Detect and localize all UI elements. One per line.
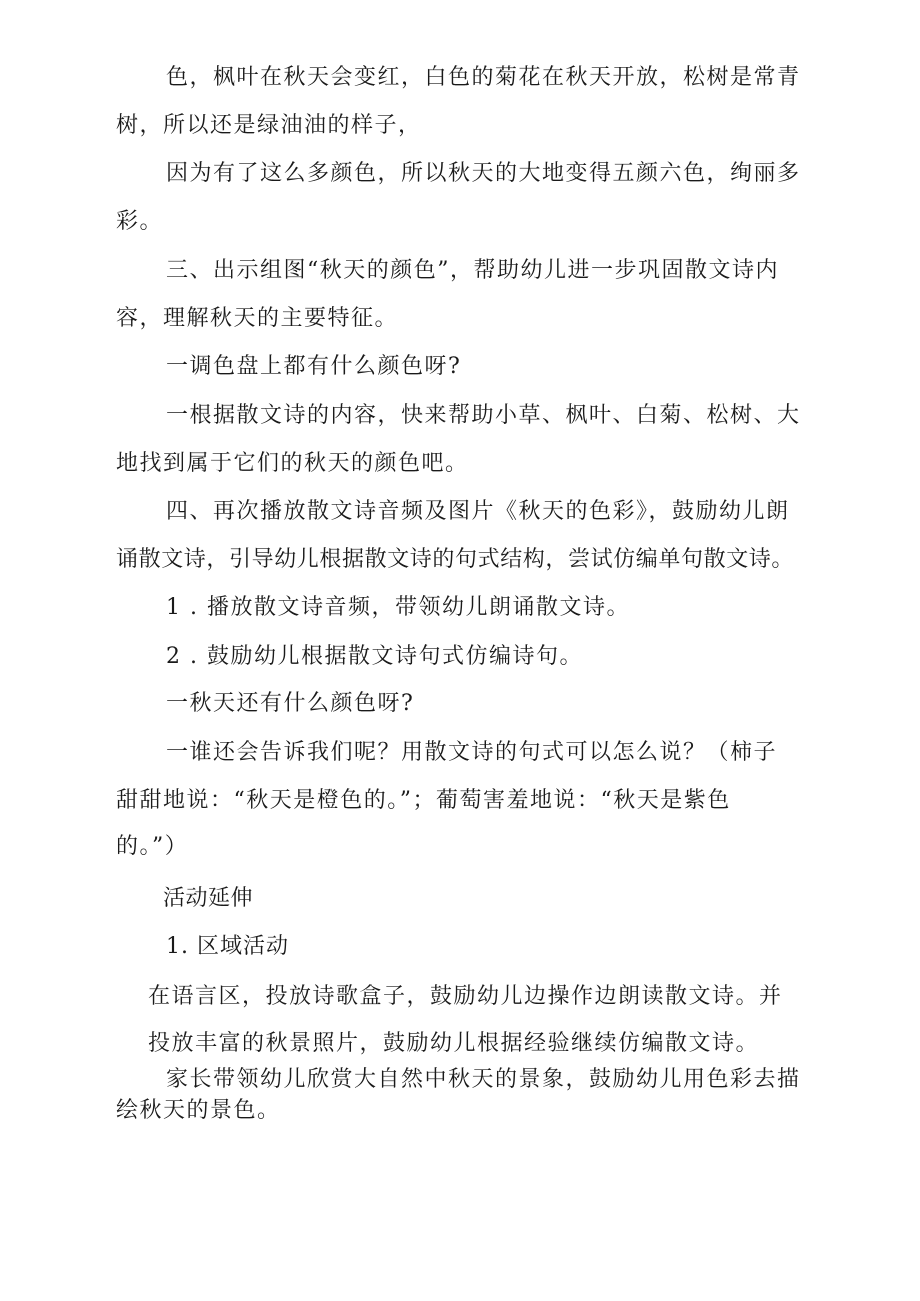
paragraph-line: 甜甜地说：“秋天是橙色的。”；葡萄害羞地说：“秋天是紫色 <box>116 788 731 813</box>
paragraph-line: 一谁还会告诉我们呢？用散文诗的句式可以怎么说？（柿子 <box>166 740 778 765</box>
paragraph-line: 绘秋天的景色。 <box>116 1098 281 1123</box>
paragraph-line: 诵散文诗，引导幼儿根据散文诗的句式结构，尝试仿编单句散文诗。 <box>116 547 795 572</box>
paragraph-line: 在语言区，投放诗歌盒子，鼓励幼儿边操作边朗读散文诗。并 <box>148 984 783 1009</box>
paragraph-line: 树，所以还是绿油油的样子， <box>116 113 422 138</box>
paragraph-line: 容，理解秋天的主要特征。 <box>116 306 399 331</box>
paragraph-line: 一秋天还有什么颜色呀? <box>166 691 415 716</box>
list-item: 2 . 鼓励幼儿根据散文诗句式仿编诗句。 <box>166 644 583 669</box>
paragraph-line: 四、再次播放散文诗音频及图片《秋天的色彩》，鼓励幼儿朗 <box>166 499 790 524</box>
paragraph-line: 色，枫叶在秋天会变红，白色的菊花在秋天开放，松树是常青 <box>166 65 801 90</box>
paragraph-line: 地找到属于它们的秋天的颜色吧。 <box>116 451 469 476</box>
paragraph-line: 一根据散文诗的内容，快来帮助小草、枫叶、白菊、松树、大 <box>166 403 801 428</box>
paragraph-line: 一调色盘上都有什么颜色呀? <box>166 354 462 379</box>
list-item: 1. 区域活动 <box>166 934 289 959</box>
paragraph-line: 三、出示组图“秋天的颜色”，帮助幼儿进一步巩固散文诗内 <box>166 258 779 283</box>
list-item: 1 . 播放散文诗音频，带领幼儿朗诵散文诗。 <box>166 595 630 620</box>
paragraph-line: 投放丰富的秋景照片，鼓励幼儿根据经验继续仿编散文诗。 <box>148 1031 760 1056</box>
section-heading: 活动延伸 <box>163 886 254 911</box>
paragraph-line: 家长带领幼儿欣赏大自然中秋天的景象，鼓励幼儿用色彩去描 <box>166 1067 801 1092</box>
paragraph-line: 的。”） <box>116 834 189 859</box>
paragraph-line: 因为有了这么多颜色，所以秋天的大地变得五颜六色，绚丽多 <box>166 161 801 186</box>
paragraph-line: 彩。 <box>116 209 164 234</box>
